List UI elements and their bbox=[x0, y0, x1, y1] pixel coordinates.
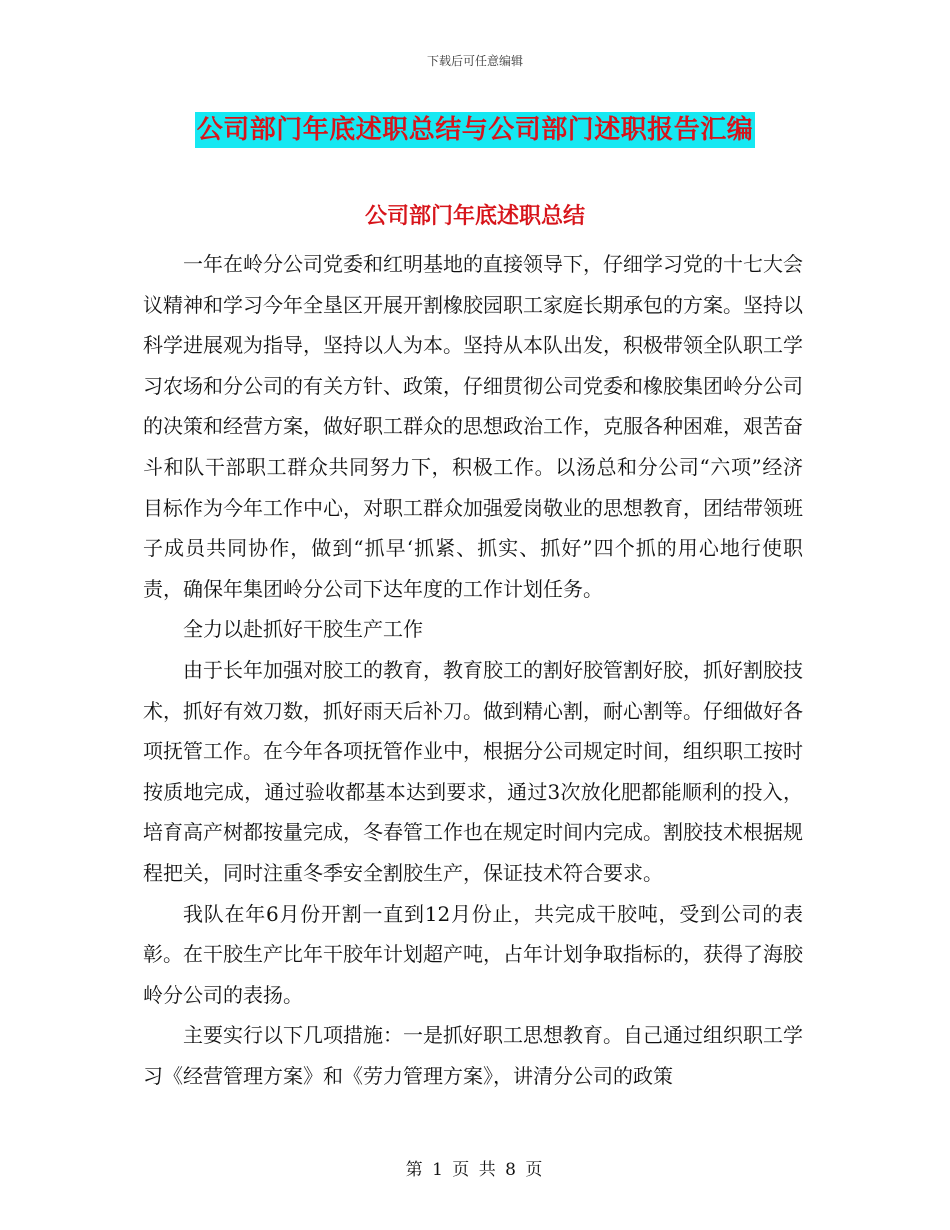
body-subheading: 全力以赴抓好干胶生产工作 bbox=[183, 617, 423, 642]
section-title: 公司部门年底述职总结 bbox=[364, 203, 585, 229]
body-paragraph: 主要实行以下几项措施：一是抓好职工思想教育。自己通过组织职工学习《经营管理方案》和《劳力管理方案》，讲清分公司的政策 bbox=[143, 1023, 803, 1088]
body-paragraph: 一年在岭分公司党委和红明基地的直接领导下，仔细学习党的十七大会议精神和学习今年全垦区开展开割橡胶园职工家庭长期承包的方案。坚持以科学进展观为指导，坚持以人为本。坚持从本队出发，积极带领全队职工学习农场和分公司的有关方针、政策，仔细贯彻公司党委和橡胶集团岭分公司的决策和经营方案，做好职工群众的思想政治工作，克服各种困难，艰苦奋斗和队干部职工群众共同努力下，积极工作。以汤总和分公司“六项”经济目标作为今年工作中心，对职工群众加强爱岗敬业的思想教育，团结带领班子成员共同协作，做到“抓早‘抓紧、抓实、抓好”四个抓的用心地行使职责，确保年集团岭分公司下达年度的工作计划任务。 bbox=[143, 252, 803, 601]
page-number-footer: 第 1 页 共 8 页 bbox=[405, 1160, 545, 1180]
main-title-container bbox=[0, 112, 950, 148]
document-body bbox=[143, 244, 803, 1096]
document-main-title: 公司部门年底述职总结与公司部门述职报告汇编 bbox=[195, 112, 756, 148]
body-paragraph: 由于长年加强对胶工的教育，教育胶工的割好胶管割好胶，抓好割胶技术，抓好有效刀数，抓好雨天后补刀。做到精心割，耐心割等。仔细做好各项抚管工作。在今年各项抚管作业中，根据分公司规定时间，组织职工按时按质地完成，通过验收都基本达到要求，通过3次放化肥都能顺利的投入，培育高产树都按量完成，冬春管工作也在规定时间内完成。割胶技术根据规程把关，同时注重冬季安全割胶生产，保证技术符合要求。 bbox=[143, 657, 803, 885]
body-paragraph: 我队在年6月份开割一直到12月份止，共完成干胶吨，受到公司的表彰。在干胶生产比年干胶年计划超产吨，占年计划争取指标的，获得了海胶岭分公司的表扬。 bbox=[143, 901, 803, 1007]
page-header-note: 下载后可任意编辑 bbox=[426, 54, 523, 68]
